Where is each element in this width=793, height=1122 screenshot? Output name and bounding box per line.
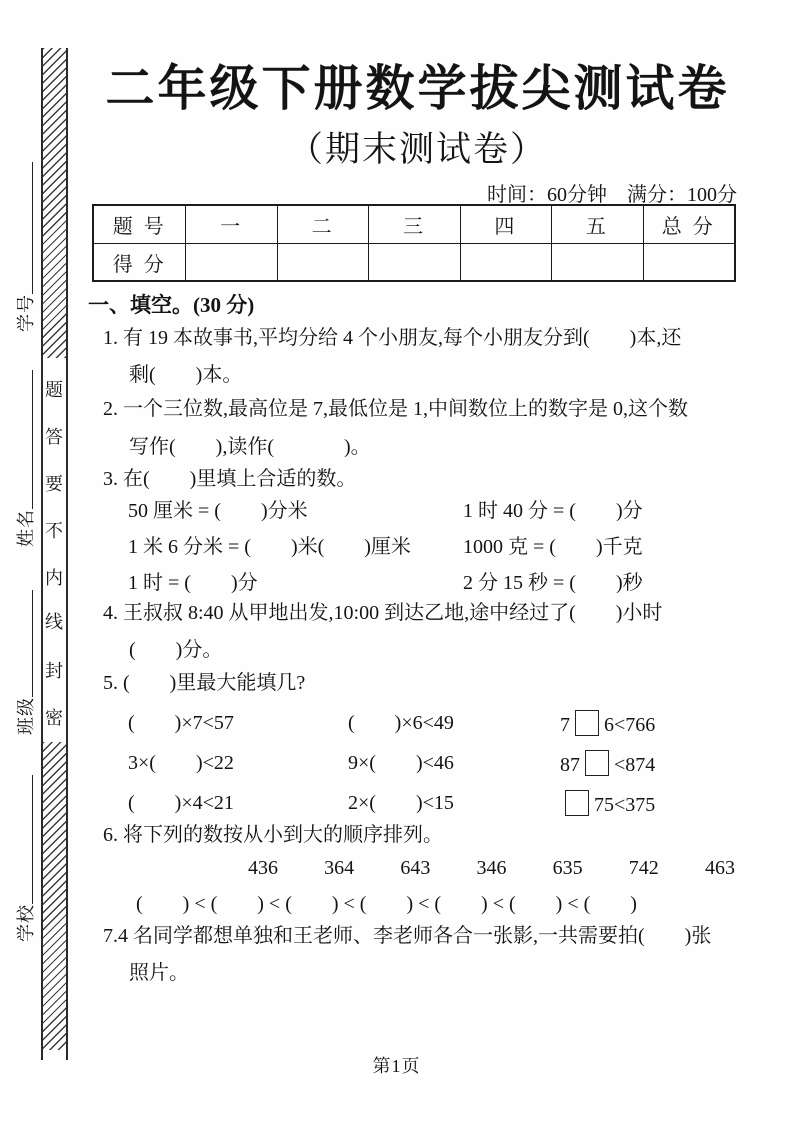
seal-char: 密 [45,708,63,728]
score-table-row-label: 得 分 [94,243,185,280]
inequality-item-with-box [560,710,655,738]
question-3-line-1: 3. 在( )里填上合适的数。 [103,468,357,490]
school-label-text: 学校 [16,904,36,942]
inequality-post: <874 [614,754,656,776]
number-item: 635 [552,857,583,879]
conversion-item: 1 米 6 分米 = ( )米( )厘米 [128,536,411,558]
seal-char: 内 [45,568,63,588]
seal-char: 封 [45,661,63,681]
inequality-item-with-box [560,790,655,818]
ordering-blanks-line: ( ) < ( ) < ( ) < ( ) < ( ) < ( ) < ( ) [136,893,637,915]
student-id-label-text: 学号 [16,294,36,332]
score-table-empty-cell [185,243,276,280]
seal-char: 题 [45,380,63,400]
score-table-header-cell: 二 [277,206,368,243]
question-7-line-1: 7.4 名同学都想单独和王老师、李老师各合一张影,一共需要拍( )张 [103,925,712,947]
inequality-item: 2×( )<15 [348,792,454,814]
class-label-text: 班级 [16,697,36,735]
seal-rule-right [66,48,68,1060]
inequality-item: ( )×4<21 [128,792,234,814]
inequality-item: ( )×6<49 [348,712,454,734]
score-table-header-cell: 三 [368,206,459,243]
name-label-text: 姓名 [16,509,36,547]
question-2-line-2: 写作( ),读作( )。 [129,436,371,458]
question-5-line-1: 5. ( )里最大能填几? [103,672,306,694]
score-table-header-cell: 一 [185,206,276,243]
score-table-header-cell: 总 分 [643,206,734,243]
student-id-label [13,162,37,332]
score-table [92,204,736,282]
question-4-line-2: ( )分。 [129,639,223,661]
inequality-post: 6<766 [604,714,656,736]
question-7-line-2: 照片。 [129,962,189,984]
question-2-line-1: 2. 一个三位数,最高位是 7,最低位是 1,中间数位上的数字是 0,这个数 [103,398,688,420]
score-table-header-cell: 五 [551,206,642,243]
number-item: 643 [400,857,431,879]
question-1-line-1: 1. 有 19 本故事书,平均分给 4 个小朋友,每个小朋友分到( )本,还 [103,327,682,349]
score-table-empty-cell [460,243,551,280]
question-1-line-2: 剩( )本。 [129,364,243,386]
seal-char: 答 [45,427,63,447]
inequality-item-with-box [560,750,655,778]
score-table-empty-cell [368,243,459,280]
conversion-item: 1 时 = ( )分 [128,572,258,594]
score-table-empty-cell [277,243,368,280]
class-label [13,590,37,735]
answer-box [585,750,609,776]
number-item: 463 [704,857,735,879]
school-blank-line [32,775,33,904]
name-blank-line [32,370,33,509]
number-item: 436 [248,857,278,879]
question-4-line-1: 4. 王叔叔 8:40 从甲地出发,10:00 到达乙地,途中经过了( )小时 [103,602,663,624]
number-item: 742 [628,857,659,879]
number-item: 346 [476,857,507,879]
seal-char: 线 [45,612,63,632]
score-table-header-cell: 四 [460,206,551,243]
seal-hatch-bottom [43,742,66,1050]
score-table-empty-cell [551,243,642,280]
paper-title: 二年级下册数学拔尖测试卷 [105,61,730,116]
score-table-header-cell: 题 号 [112,216,167,238]
seal-char: 不 [45,521,63,541]
student-id-blank-line [32,162,33,294]
school-label [13,775,37,942]
inequality-pre: 7 [560,714,570,736]
inequality-item: 9×( )<46 [348,752,454,774]
page-number: 第1页 [372,1056,421,1076]
number-list [248,857,735,880]
section-heading: 一、填空。(30 分) [88,293,255,317]
conversion-item: 2 分 15 秒 = ( )秒 [463,572,643,594]
question-6-line-1: 6. 将下列的数按从小到大的顺序排列。 [103,824,443,846]
conversion-item: 1 时 40 分 = ( )分 [463,500,643,522]
time-and-score-info: 时间：60分钟 满分：100分 [487,184,737,206]
seal-char: 要 [45,474,63,494]
conversion-item: 1000 克 = ( )千克 [463,536,643,558]
paper-subtitle: （期末测试卷） [287,130,547,169]
seal-hatch-top [43,48,66,358]
conversion-item: 50 厘米 = ( )分米 [128,500,308,522]
name-label [13,370,37,547]
class-blank-line [32,590,33,697]
answer-box [575,710,599,736]
number-item: 364 [324,857,355,879]
answer-box [565,790,589,816]
inequality-item: 3×( )<22 [128,752,234,774]
inequality-item: ( )×7<57 [128,712,234,734]
inequality-post: 75<375 [594,794,656,816]
score-table-empty-cell [643,243,734,280]
inequality-pre: 87 [560,754,580,776]
